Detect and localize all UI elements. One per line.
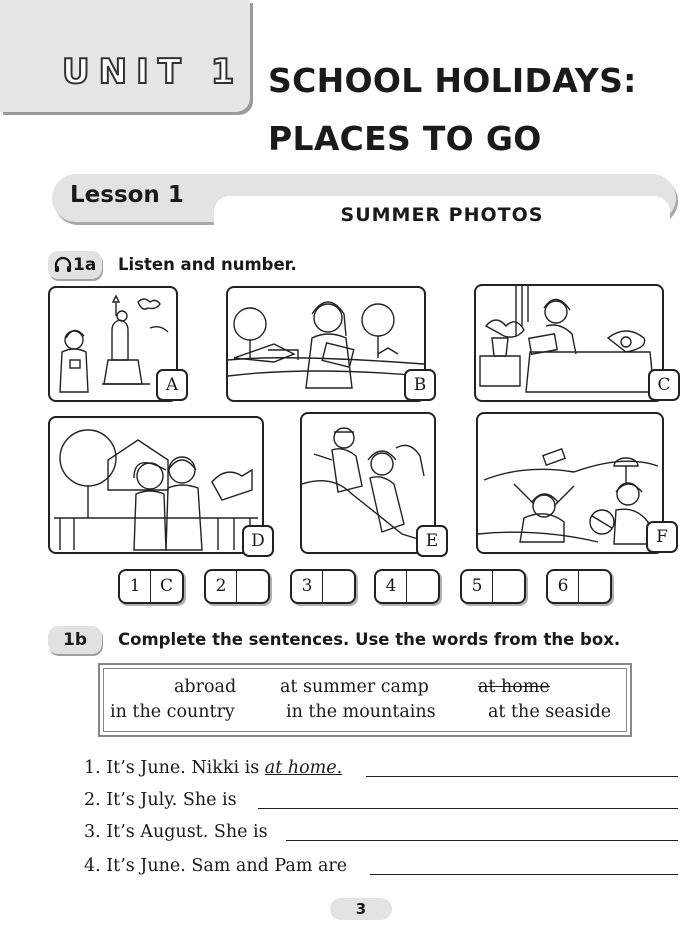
unit-title [268, 52, 637, 168]
exercise-1a-badge [48, 251, 102, 279]
lesson-title: SUMMER PHOTOS [340, 204, 544, 226]
unit-title-line-2: PLACES TO GO [268, 119, 542, 158]
picture-b [226, 286, 426, 402]
exercise-1a-number: 1a [73, 255, 97, 275]
answer-box-4[interactable] [374, 569, 440, 604]
unit-title-line-1: SCHOOL HOLIDAYS: [268, 61, 637, 100]
answer-box-1[interactable] [118, 569, 184, 604]
answer-box-2[interactable] [204, 569, 270, 604]
answer-box-number: 2 [206, 571, 237, 602]
picture-d-letter: D [242, 525, 274, 557]
answer-box-number: 5 [462, 571, 493, 602]
picture-f-letter: F [646, 521, 678, 553]
answer-box-6[interactable] [546, 569, 612, 604]
sentence-2 [84, 790, 237, 810]
word-in-the-mountains: in the mountains [286, 702, 436, 722]
answer-line-2[interactable] [258, 808, 678, 809]
answer-box-number: 6 [548, 571, 579, 602]
sentence-prompt: 3. It’s August. She is [84, 822, 268, 842]
sentence-answer[interactable]: at home. [264, 758, 343, 778]
answer-line-1[interactable] [366, 776, 678, 777]
lesson-label: Lesson 1 [70, 182, 184, 208]
picture-d [48, 416, 264, 554]
unit-label: UNIT 1 [62, 52, 244, 92]
page-number: 3 [330, 898, 392, 920]
picture-c [474, 284, 664, 402]
answer-line-4[interactable] [370, 874, 678, 875]
sentence-1 [84, 758, 342, 778]
sentence-prompt: 1. It’s June. Nikki is [84, 758, 260, 778]
answer-box-letter[interactable] [237, 571, 268, 602]
answer-box-letter[interactable] [407, 571, 438, 602]
summer-camp-scene [228, 288, 424, 400]
picture-f [476, 412, 664, 554]
word-abroad: abroad [174, 677, 237, 697]
seaside-scene [478, 414, 662, 552]
exercise-1b-instruction: Complete the sentences. Use the words from the box. [118, 630, 621, 649]
headphones-icon [54, 256, 72, 273]
picture-b-letter: B [404, 369, 436, 401]
mountain-hiking-scene [302, 414, 434, 552]
answer-box-letter[interactable] [493, 571, 524, 602]
answer-box-number: 3 [292, 571, 323, 602]
country-scene [50, 418, 262, 552]
answer-box-number: 1 [120, 571, 151, 602]
word-in-the-country: in the country [110, 702, 235, 722]
answer-box-3[interactable] [290, 569, 356, 604]
answer-line-3[interactable] [286, 840, 678, 841]
picture-a-letter: A [156, 369, 188, 401]
picture-c-letter: C [648, 369, 680, 401]
exercise-1a-instruction: Listen and number. [118, 255, 297, 274]
answer-box-letter[interactable] [579, 571, 610, 602]
exercise-1b-badge [48, 626, 102, 654]
word-at-home-crossed-out: at home [478, 677, 550, 697]
answer-box-letter[interactable] [323, 571, 354, 602]
word-box [98, 663, 632, 737]
sentence-4 [84, 856, 347, 876]
sentence-prompt: 4. It’s June. Sam and Pam are [84, 856, 348, 876]
sentence-3 [84, 822, 268, 842]
answer-box-number: 4 [376, 571, 407, 602]
exercise-1b-number: 1b [63, 630, 87, 650]
answer-box-letter[interactable]: C [159, 576, 173, 596]
picture-e-letter: E [416, 525, 448, 557]
home-reading-scene [476, 286, 662, 400]
sentence-prompt: 2. It’s July. She is [84, 790, 237, 810]
word-at-the-seaside: at the seaside [488, 702, 612, 722]
answer-box-5[interactable] [460, 569, 526, 604]
word-at-summer-camp: at summer camp [280, 677, 429, 697]
